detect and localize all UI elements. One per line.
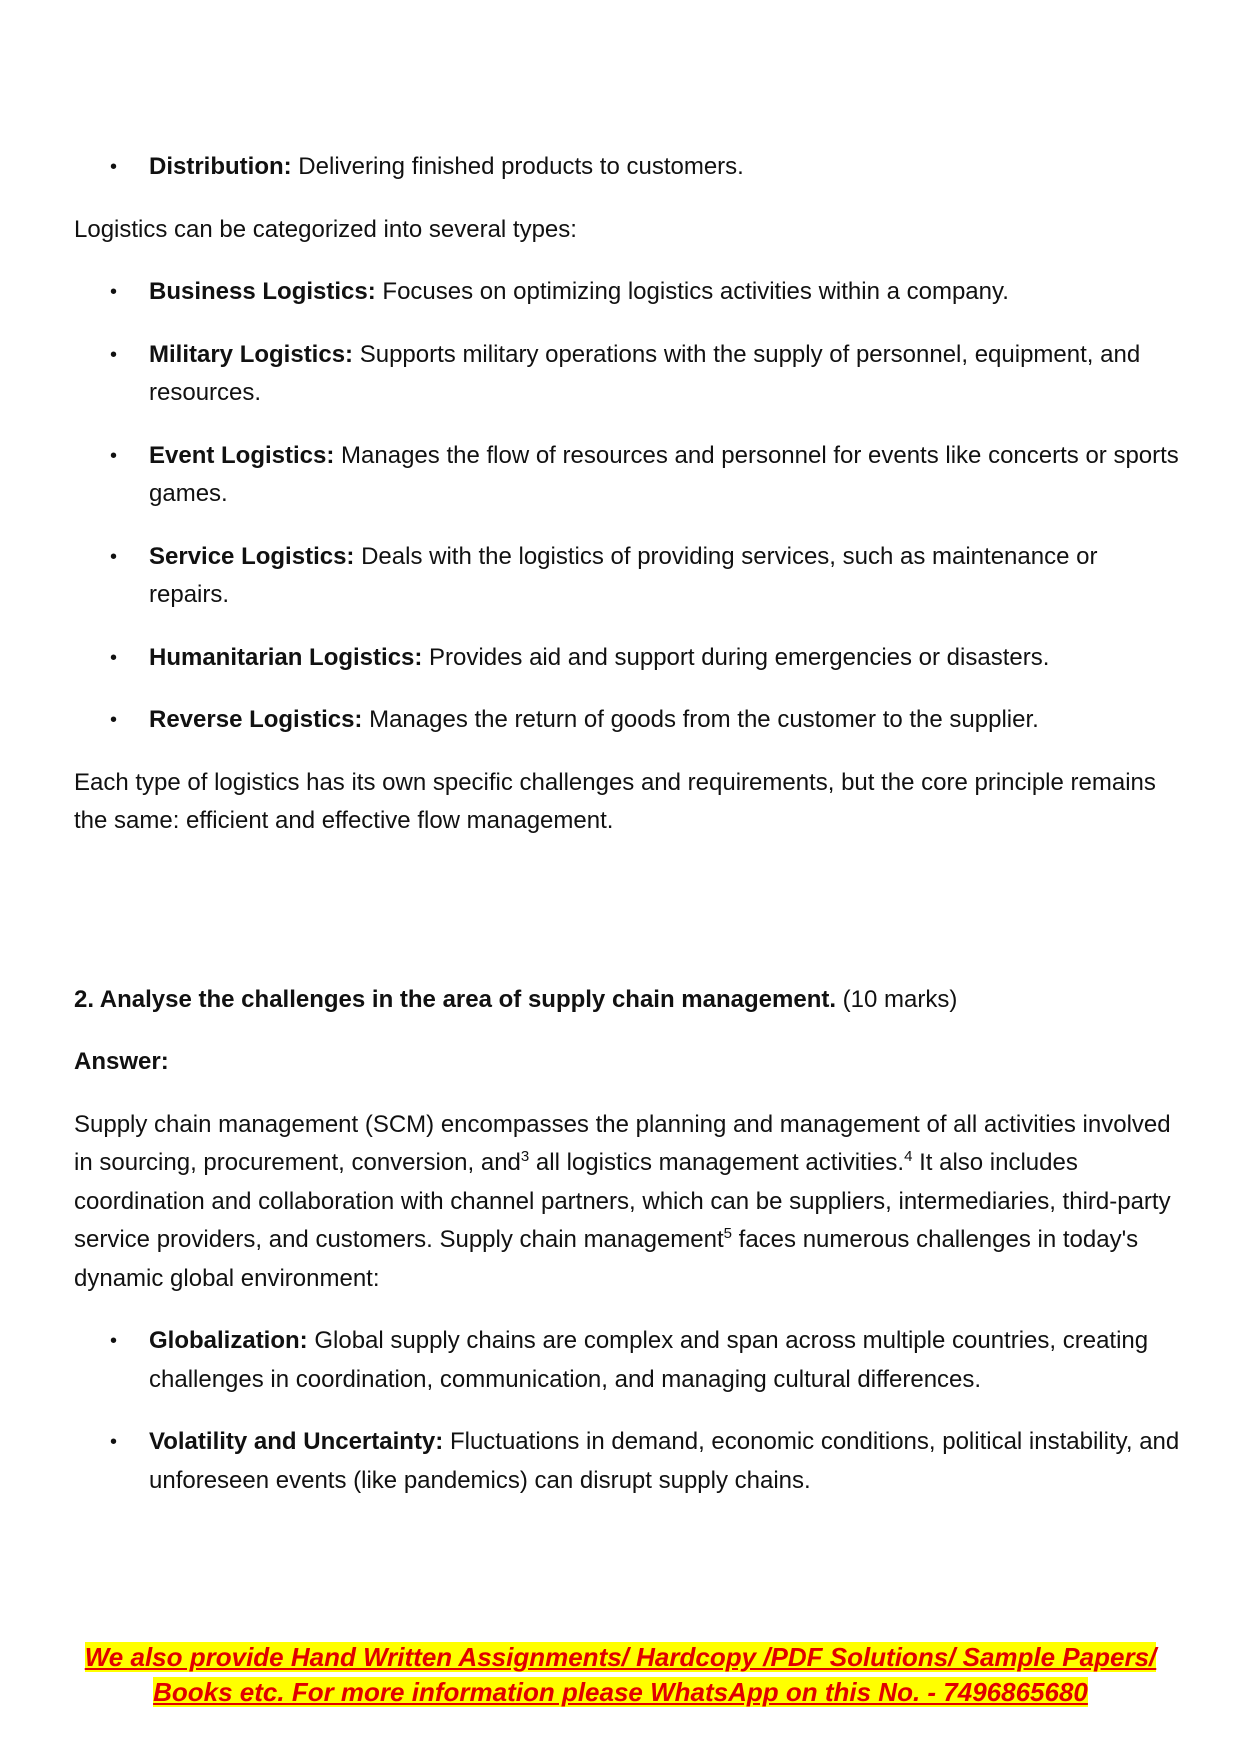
list-item bbox=[74, 273, 1184, 312]
bullet-icon: • bbox=[110, 343, 118, 366]
bullet-icon: • bbox=[110, 646, 118, 669]
bullet-icon: • bbox=[110, 156, 118, 178]
footnote-ref: 5 bbox=[723, 1225, 732, 1242]
list-item bbox=[74, 701, 1184, 740]
list-term: Humanitarian Logistics: bbox=[149, 643, 423, 671]
distribution-list bbox=[74, 148, 1184, 187]
bullet-icon: • bbox=[110, 281, 118, 303]
list-item bbox=[74, 148, 1184, 187]
list-item bbox=[74, 1322, 1184, 1399]
answer-text-2: all logistics management activities. bbox=[529, 1149, 905, 1176]
list-term: Service Logistics: bbox=[149, 542, 355, 570]
challenges-list bbox=[74, 1322, 1184, 1500]
promo-footer bbox=[0, 1640, 1241, 1710]
list-text: Focuses on optimizing logistics activities within a company. bbox=[375, 278, 1009, 305]
list-item bbox=[74, 538, 1184, 615]
answer-label-text: Answer: bbox=[74, 1048, 169, 1075]
bullet-icon: • bbox=[110, 709, 118, 731]
list-text: Provides aid and support during emergencies or disasters. bbox=[422, 643, 1050, 671]
answer-paragraph bbox=[74, 1106, 1184, 1299]
page-content bbox=[74, 148, 1184, 1524]
list-term: Event Logistics: bbox=[149, 441, 335, 469]
bullet-icon: • bbox=[110, 1431, 118, 1453]
bullet-icon: • bbox=[110, 444, 118, 467]
list-term: Business Logistics: bbox=[149, 278, 376, 305]
list-term: Globalization: bbox=[149, 1327, 308, 1354]
question-heading bbox=[74, 981, 1184, 1020]
types-intro: Logistics can be categorized into several types: bbox=[74, 215, 577, 243]
bullet-icon: • bbox=[110, 545, 118, 568]
answer-text-3: It also includes coordination and collaboration with channel partners, which can be suppliers, intermediaries, third-party service providers, and customers. Supply chain management bbox=[74, 1149, 1171, 1253]
footnote-ref: 4 bbox=[904, 1148, 913, 1165]
bullet-icon: • bbox=[110, 1330, 118, 1352]
promo-line-2: Books etc. For more information please WhatsApp on this No. - 7496865680 bbox=[153, 1677, 1088, 1707]
list-term: Distribution: bbox=[149, 153, 292, 180]
list-text: Delivering finished products to customers. bbox=[291, 153, 744, 180]
answer-text-4: faces numerous challenges in today's dynamic global environment: bbox=[74, 1226, 1139, 1292]
list-text: Manages the return of goods from the customer to the supplier. bbox=[362, 706, 1039, 733]
list-item bbox=[74, 1423, 1184, 1500]
list-term: Volatility and Uncertainty: bbox=[149, 1428, 444, 1455]
list-item bbox=[74, 437, 1184, 514]
answer-text-1: Supply chain management (SCM) encompasses the planning and management of all activities involved in sourcing, procurement, conversion, and bbox=[74, 1110, 1171, 1176]
list-text: Deals with the logistics of providing services, such as maintenance or repairs. bbox=[149, 542, 1098, 608]
question-marks: (10 marks) bbox=[836, 985, 958, 1013]
list-item bbox=[74, 639, 1184, 678]
list-term: Military Logistics: bbox=[149, 340, 354, 368]
list-item bbox=[74, 336, 1184, 413]
logistics-types-list bbox=[74, 273, 1184, 740]
list-text: Supports military operations with the supply of personnel, equipment, and resources. bbox=[149, 340, 1141, 406]
list-text: Fluctuations in demand, economic conditions, political instability, and unforeseen events (like pandemics) can disrupt supply chains. bbox=[149, 1428, 1180, 1494]
answer-label bbox=[74, 1043, 1184, 1082]
types-conclusion: Each type of logistics has its own specific challenges and requirements, but the core principle remains the same: efficient and effective flow management. bbox=[74, 768, 1156, 834]
list-text: Manages the flow of resources and personnel for events like concerts or sports games. bbox=[149, 441, 1179, 507]
question-text: 2. Analyse the challenges in the area of supply chain management. bbox=[74, 985, 837, 1013]
promo-line-1: We also provide Hand Written Assignments/ Hardcopy /PDF Solutions/ Sample Papers/ bbox=[84, 1642, 1157, 1672]
list-term: Reverse Logistics: bbox=[149, 706, 363, 733]
footnote-ref: 3 bbox=[520, 1148, 530, 1165]
list-text: Global supply chains are complex and span across multiple countries, creating challenges in coordination, communication, and managing cultural differences. bbox=[149, 1327, 1149, 1393]
